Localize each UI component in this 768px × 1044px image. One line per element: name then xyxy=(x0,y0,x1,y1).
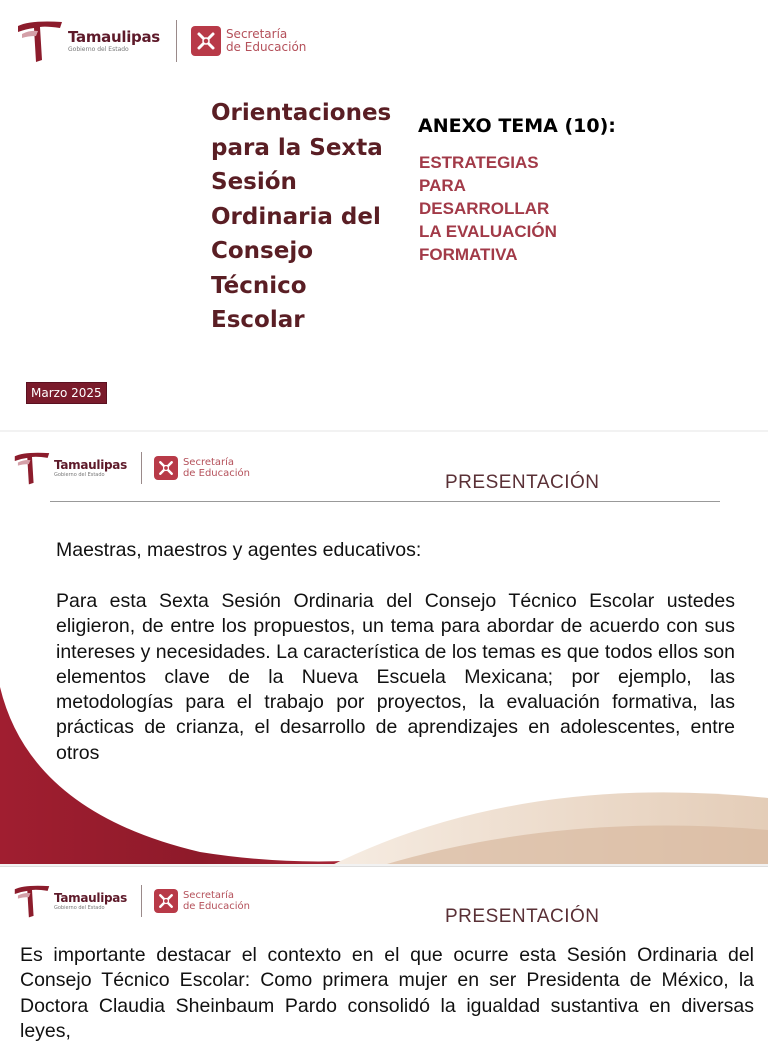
title-line: para la Sexta xyxy=(211,134,383,161)
title-line: Sesión xyxy=(211,169,297,195)
sep-logo-icon xyxy=(154,889,178,913)
header-logos xyxy=(12,883,250,919)
header-logos xyxy=(16,18,306,64)
presentation-slide-2 xyxy=(0,866,768,1042)
logo-divider xyxy=(141,452,142,484)
brand-name: Tamaulipas xyxy=(54,457,127,472)
brand-subtitle: Gobierno del Estado xyxy=(54,904,105,911)
sep-line-2: de Educación xyxy=(182,901,250,912)
brand-subtitle: Gobierno del Estado xyxy=(68,45,129,53)
tamaulipas-logo-icon xyxy=(16,18,64,64)
heading-rule xyxy=(50,501,720,502)
sep-line-2: de Educación xyxy=(182,468,250,479)
title-line: Ordinaria del xyxy=(211,203,381,230)
title-line: Escolar xyxy=(211,307,305,333)
logo-divider xyxy=(176,20,177,62)
sep-text xyxy=(226,28,306,54)
sep-logo-icon xyxy=(154,456,178,480)
brand-name: Tamaulipas xyxy=(54,890,127,905)
cover-slide xyxy=(0,0,768,432)
topic-line: ESTRATEGIAS xyxy=(419,153,539,172)
tamaulipas-logo-icon xyxy=(12,883,52,919)
brand-name: Tamaulipas xyxy=(68,27,160,46)
sep-text xyxy=(183,457,250,479)
presentation-slide-1 xyxy=(0,432,768,866)
tamaulipas-brand xyxy=(54,459,127,478)
greeting: Maestras, maestros y agentes educativos: xyxy=(56,539,422,561)
topic-line: DESARROLLAR xyxy=(419,199,550,218)
topic-line: FORMATIVA xyxy=(419,245,518,264)
title-line: Orientaciones xyxy=(211,100,392,126)
section-heading: PRESENTACIÓN xyxy=(445,472,600,493)
tamaulipas-logo-icon xyxy=(12,450,52,486)
brand-subtitle: Gobierno del Estado xyxy=(54,471,105,478)
anexo-heading: ANEXO TEMA (10): xyxy=(418,115,616,137)
section-heading: PRESENTACIÓN xyxy=(445,906,600,927)
sep-line-1: Secretaría xyxy=(182,457,235,468)
logo-divider xyxy=(141,885,142,917)
topic-title xyxy=(419,151,557,266)
topic-line: LA EVALUACIÓN xyxy=(419,222,557,241)
tamaulipas-brand xyxy=(54,892,127,911)
date-badge: Marzo 2025 xyxy=(26,382,107,404)
tamaulipas-brand xyxy=(68,27,160,53)
title-line: Consejo Técnico xyxy=(211,238,314,299)
topic-line: PARA xyxy=(419,176,466,195)
sep-line-1: Secretaría xyxy=(182,890,235,901)
header-logos xyxy=(12,450,250,486)
sep-line-1: Secretaría xyxy=(225,26,288,41)
context-paragraph: Es importante destacar el contexto en el que ocurre esta Sesión Ordinaria del Consejo Técnico Escolar: Como primera mujer en ser Presidenta de México, la Doctora Claudia Sheinbaum Pardo consolidó la igualdad sustantiva en diversas leyes, xyxy=(20,944,754,1042)
sep-text xyxy=(183,890,250,912)
document-title xyxy=(211,96,411,338)
intro-paragraph: Para esta Sexta Sesión Ordinaria del Consejo Técnico Escolar ustedes eligieron, de entre los propuestos, un tema para abordar de acuerdo con sus intereses y necesidades. La característica de los temas es que todos ellos son elementos clave de la Nueva Escuela Mexicana; por ejemplo, las metodologías para el trabajo por proyectos, la evaluación formativa, las prácticas de crianza, el desarrollo de aprendizajes en adolescentes, entre otros xyxy=(56,590,735,764)
sep-logo-icon xyxy=(191,26,221,56)
sep-line-2: de Educación xyxy=(225,40,307,54)
